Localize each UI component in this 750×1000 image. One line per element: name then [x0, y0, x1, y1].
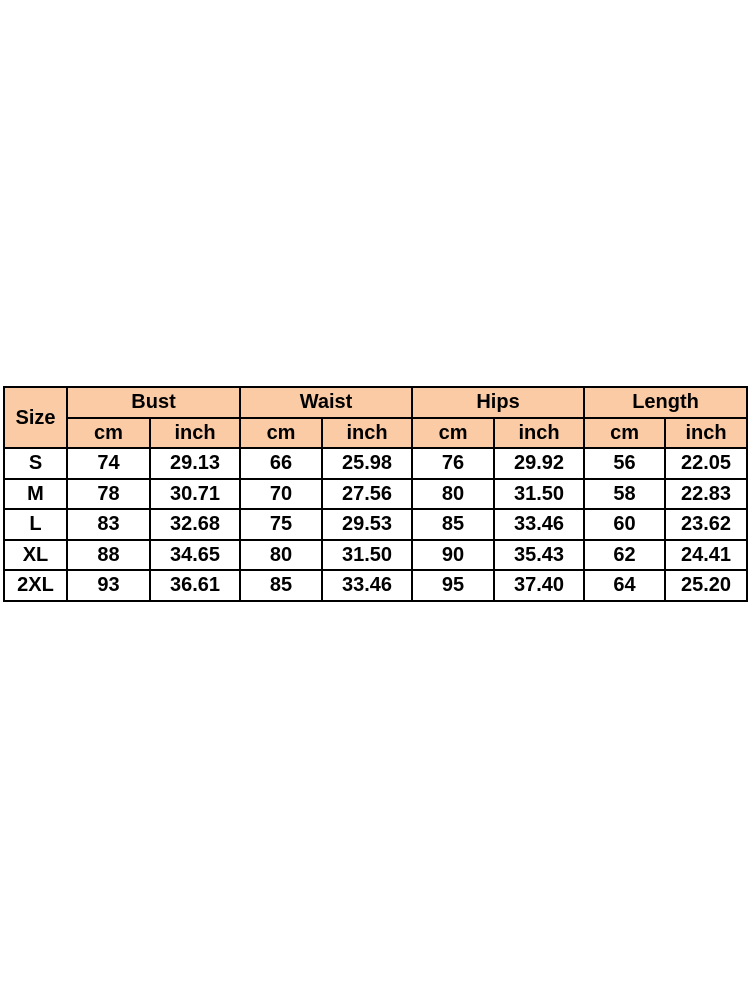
table-cell: 83 [67, 509, 150, 540]
table-cell: 31.50 [322, 540, 412, 571]
table-cell: 25.20 [665, 570, 747, 601]
table-cell: 58 [584, 479, 665, 510]
table-cell: 33.46 [494, 509, 584, 540]
bust-header: Bust [67, 387, 240, 418]
unit-header: cm [412, 418, 494, 449]
table-cell: 31.50 [494, 479, 584, 510]
size-header: Size [4, 387, 67, 448]
table-cell: 30.71 [150, 479, 240, 510]
size-cell: L [4, 509, 67, 540]
table-cell: 37.40 [494, 570, 584, 601]
unit-header: inch [665, 418, 747, 449]
table-cell: 85 [412, 509, 494, 540]
header-row-groups [4, 387, 747, 418]
table-row [4, 479, 747, 510]
table-cell: 29.92 [494, 448, 584, 479]
table-cell: 34.65 [150, 540, 240, 571]
table-cell: 27.56 [322, 479, 412, 510]
table-row [4, 509, 747, 540]
table-cell: 78 [67, 479, 150, 510]
size-cell: S [4, 448, 67, 479]
table-cell: 36.61 [150, 570, 240, 601]
table-cell: 62 [584, 540, 665, 571]
size-cell: XL [4, 540, 67, 571]
table-row [4, 448, 747, 479]
table-cell: 23.62 [665, 509, 747, 540]
table-cell: 93 [67, 570, 150, 601]
table-cell: 33.46 [322, 570, 412, 601]
unit-header: inch [322, 418, 412, 449]
table-cell: 35.43 [494, 540, 584, 571]
size-cell: 2XL [4, 570, 67, 601]
table-cell: 88 [67, 540, 150, 571]
unit-header: cm [67, 418, 150, 449]
table-cell: 95 [412, 570, 494, 601]
hips-header: Hips [412, 387, 584, 418]
unit-header: cm [240, 418, 322, 449]
size-chart-table [3, 386, 748, 602]
table-cell: 29.53 [322, 509, 412, 540]
unit-header: inch [494, 418, 584, 449]
table-row [4, 570, 747, 601]
table-cell: 56 [584, 448, 665, 479]
size-cell: M [4, 479, 67, 510]
table-cell: 22.05 [665, 448, 747, 479]
table-cell: 25.98 [322, 448, 412, 479]
table-cell: 32.68 [150, 509, 240, 540]
table-cell: 70 [240, 479, 322, 510]
unit-header: cm [584, 418, 665, 449]
unit-header: inch [150, 418, 240, 449]
table-cell: 64 [584, 570, 665, 601]
table-cell: 75 [240, 509, 322, 540]
table-cell: 74 [67, 448, 150, 479]
table-cell: 66 [240, 448, 322, 479]
table-cell: 90 [412, 540, 494, 571]
table-cell: 29.13 [150, 448, 240, 479]
table-cell: 76 [412, 448, 494, 479]
table-cell: 80 [240, 540, 322, 571]
header-row-units [4, 418, 747, 449]
waist-header: Waist [240, 387, 412, 418]
table-row [4, 540, 747, 571]
table-cell: 85 [240, 570, 322, 601]
table-cell: 24.41 [665, 540, 747, 571]
table-cell: 22.83 [665, 479, 747, 510]
table-cell: 60 [584, 509, 665, 540]
table-cell: 80 [412, 479, 494, 510]
length-header: Length [584, 387, 747, 418]
